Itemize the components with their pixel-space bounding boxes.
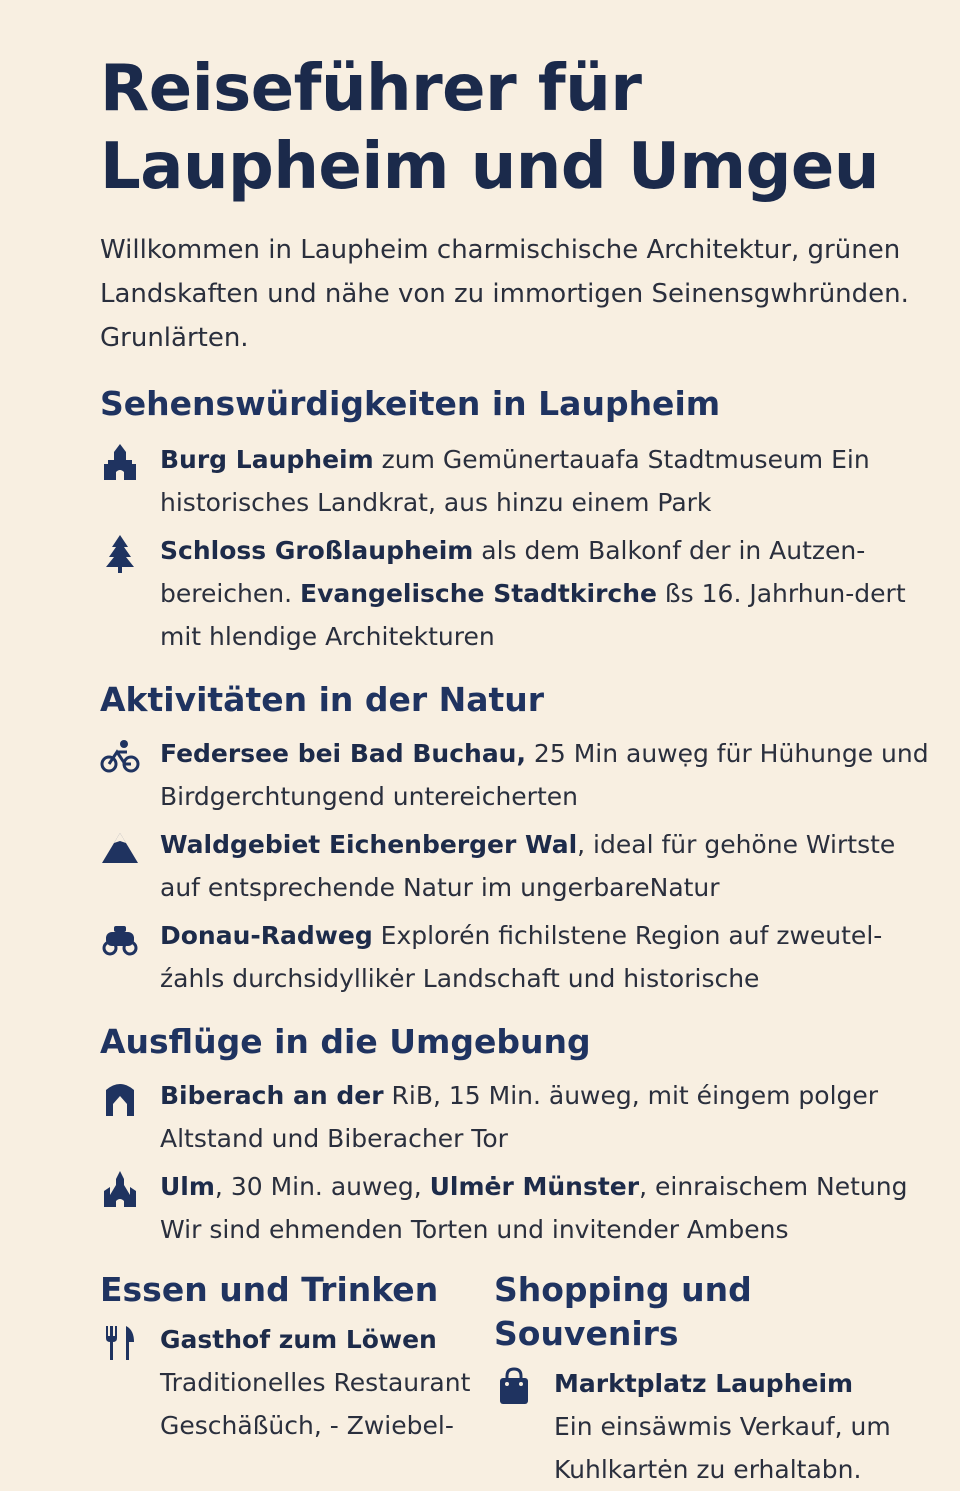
- page-title: Reiseführer für Laupheim und Umgeu: [100, 52, 879, 204]
- item-text: RiB, 15 Min. äuweg, mit éingem polger Altstand und Biberacher Tor: [160, 1081, 879, 1153]
- section-heading: Essen und Trinken: [100, 1270, 439, 1309]
- item-name: Donau-Radweg: [160, 921, 373, 950]
- section-heading: Ausflüge in die Umgebung: [100, 1022, 591, 1061]
- shopping-bag-icon: [494, 1366, 534, 1406]
- cathedral-icon: [100, 1169, 140, 1209]
- travel-guide-page: [100, 50, 930, 360]
- section-excursions: [100, 1020, 930, 1251]
- item-name: Federsee bei Bad Buchau,: [160, 739, 526, 768]
- item-name-2: Evangelische Stadtkirche: [300, 579, 657, 608]
- item-text: Ein einsäwmis Verkauf, um Kuhlkartėn zu erhaltabn.: [554, 1412, 891, 1484]
- bike-icon: [100, 918, 140, 958]
- list-item: [494, 1362, 934, 1491]
- tree-icon: [100, 533, 140, 573]
- list-item: [100, 1074, 930, 1160]
- section-nature: [100, 678, 930, 1000]
- bicycle-icon: [100, 736, 140, 776]
- item-name: Gasthof zum Löwen: [160, 1325, 437, 1354]
- section-heading: Shopping und Souvenirs: [494, 1270, 752, 1353]
- list-item: [100, 1318, 490, 1447]
- list-item: [100, 438, 930, 524]
- fork-knife-icon: [100, 1322, 140, 1362]
- item-text: , ideal für gehöne Wirtste auf entsprechende Natur im ungerbareNatur: [160, 830, 896, 902]
- item-name: Waldgebiet Eichenberger Wal: [160, 830, 578, 859]
- column-food: [100, 1268, 490, 1447]
- item-text: 25 Min auwẹg für Hühunge und Birdgerchtungend untereicherten: [160, 739, 929, 811]
- item-text-2: ßs 16. Jahrhun-dert mit hlendige Architekturen: [160, 579, 906, 651]
- item-name-2: Ulmėr Münster: [429, 1172, 640, 1201]
- item-text: , 30 Min. auweg,: [214, 1172, 430, 1201]
- item-text: als dem Balkonf der in Autzen-bereichen.: [160, 536, 866, 608]
- list-item: [100, 1165, 930, 1251]
- item-text: Explorén fichilstene Region auf zweutel-źahls durchsidyllikėr Landschaft und historische: [160, 921, 883, 993]
- section-sights: [100, 382, 930, 658]
- item-name: Ulm: [160, 1172, 215, 1201]
- item-name: Biberach an der: [160, 1081, 384, 1110]
- item-text: zum Gemünertauafa Stadtmuseum Ein historisches Landkrat, aus hinzu einem Park: [160, 445, 870, 517]
- section-heading: Aktivitäten in der Natur: [100, 680, 545, 719]
- section-heading: Sehenswürdigkeiten in Laupheim: [100, 384, 721, 423]
- list-item: [100, 732, 930, 818]
- gate-icon: [100, 1078, 140, 1118]
- list-item: [100, 914, 930, 1000]
- list-item: [100, 823, 930, 909]
- intro-paragraph: Willkommen in Laupheim charmischische Architektur, grünen Landskaften und nähe von zu immortigen Seinensgwhründen. Grunlärten.: [100, 235, 909, 353]
- list-item: [100, 529, 930, 658]
- mountain-icon: [100, 827, 140, 867]
- item-text: Traditionelles Restaurant Geschäßüch, - Zwiebel-: [160, 1368, 471, 1440]
- item-name: Schloss Großlaupheim: [160, 536, 474, 565]
- item-text-2: , einraischem Netung Wir sind ehmenden Torten und invitender Ambens: [160, 1172, 908, 1244]
- column-shopping: [494, 1268, 934, 1491]
- item-name: Burg Laupheim: [160, 445, 374, 474]
- castle-icon: [100, 442, 140, 482]
- item-name: Marktplatz Laupheim: [554, 1369, 854, 1398]
